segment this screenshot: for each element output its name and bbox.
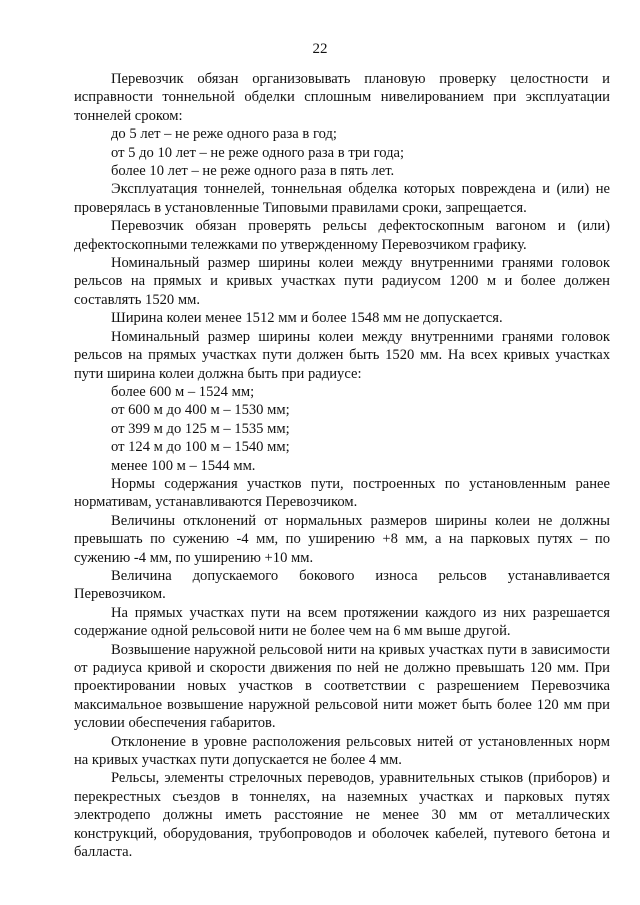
paragraph-tunnel-inspection: Перевозчик обязан организовывать плановую проверку целостности и исправности тоннельной обделки сплошным нивелированием при эксплуатации тоннелей сроком:	[74, 71, 610, 124]
document-body	[74, 70, 610, 861]
paragraph-side-wear: Величина допускаемого бокового износа рельсов устанавливается Перевозчиком.	[74, 567, 610, 603]
paragraph-superelevation: Возвышение наружной рельсовой нити на кривых участках пути в зависимости от радиуса кривой и скорости движения по ней не должно превышать 120 мм. При проектировании новых участков в соответствии с разрешением Перевозчика максимальное возвышение наружной рельсовой нити может быть более 120 мм при условии обеспечения габаритов.	[74, 641, 610, 732]
list-item: от 5 до 10 лет – не реже одного раза в три года;	[111, 144, 405, 161]
gauge-by-radius-list	[74, 383, 610, 475]
paragraph-level-deviation: Отклонение в уровне расположения рельсовых нитей от установленных норм на кривых участках пути допускается не более 4 мм.	[74, 733, 610, 769]
list-item: от 124 м до 100 м – 1540 мм;	[111, 439, 290, 456]
paragraph-straight-track-level: На прямых участках пути на всем протяжении каждого из них разрешается содержание одной рельсовой нити не более чем на 6 мм выше другой.	[74, 604, 610, 640]
list-item: до 5 лет – не реже одного раза в год;	[111, 126, 337, 143]
paragraph-nominal-gauge: Номинальный размер ширины колеи между внутренними гранями головок рельсов на прямых и кривых участках пути радиусом 1200 м и более должен составлять 1520 мм.	[74, 255, 610, 308]
paragraph-rail-flaw-detection: Перевозчик обязан проверять рельсы дефектоскопным вагоном и (или) дефектоскопными тележками по утвержденному Перевозчиком графику.	[74, 218, 610, 253]
list-item: от 399 м до 125 м – 1535 мм;	[111, 420, 290, 437]
list-item: от 600 м до 400 м – 1530 мм;	[111, 402, 290, 419]
inspection-terms-list	[74, 125, 610, 180]
paragraph-clearances: Рельсы, элементы стрелочных переводов, уравнительных стыков (приборов) и перекрестных съездов в тоннелях, на наземных участках и парковых путях электродепо должны иметь расстояние не менее 30 мм от металлических конструкций, оборудования, трубопроводов и оболочек кабелей, путевого бетона и балласта.	[74, 770, 610, 861]
paragraph-gauge-on-curves: Номинальный размер ширины колеи между внутренними гранями головок рельсов на прямых участках пути должен быть 1520 мм. На всех кривых участках пути ширина колеи должна быть при радиусе:	[74, 328, 610, 382]
list-item: менее 100 м – 1544 мм.	[111, 457, 256, 474]
paragraph-operation-prohibited: Эксплуатация тоннелей, тоннельная обделка которых повреждена и (или) не проверялась в установленные Типовыми правилами сроки, запрещается.	[74, 181, 610, 216]
page-number: 22	[312, 41, 328, 57]
paragraph-gauge-deviations: Величины отклонений от нормальных размеров ширины колеи не должны превышать по сужению -4 мм, по уширению +8 мм, а на парковых путях – по сужению -4 мм, по уширению +10 мм.	[74, 512, 610, 566]
list-item: более 10 лет – не реже одного раза в пять лет.	[111, 163, 395, 180]
list-item: более 600 м – 1524 мм;	[111, 383, 255, 400]
paragraph-legacy-norms: Нормы содержания участков пути, построенных по установленным ранее нормативам, устанавливаются Перевозчиком.	[74, 475, 610, 511]
paragraph-gauge-limits: Ширина колеи менее 1512 мм и более 1548 мм не допускается.	[111, 310, 503, 327]
